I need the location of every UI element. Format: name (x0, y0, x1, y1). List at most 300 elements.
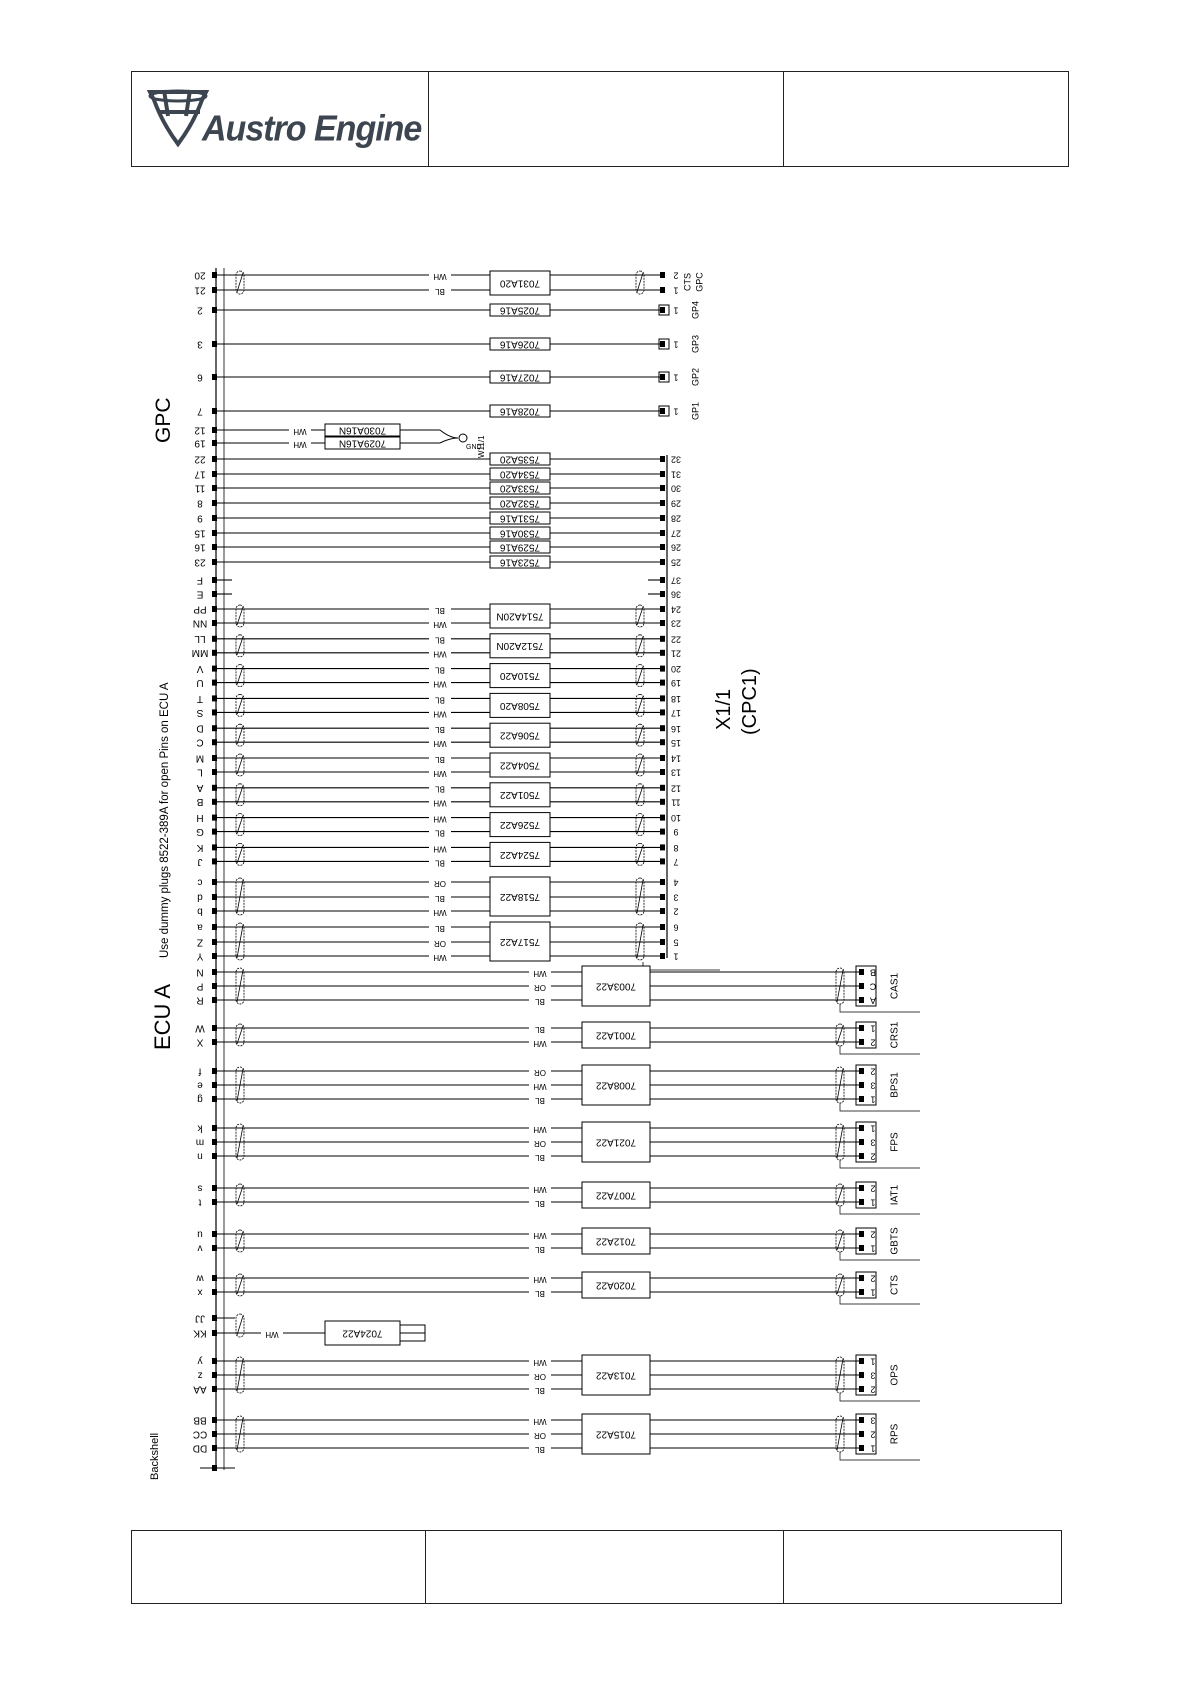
sensor-pin-label: 2 (870, 1066, 876, 1077)
gpc-cable-label: 7031A20 (499, 277, 541, 289)
ecu-pin-label: CC (192, 1428, 208, 1440)
connector-pin-marker (660, 500, 665, 506)
wire-color-label: WH (533, 1230, 547, 1240)
twist-icon (637, 756, 643, 774)
sensor-pin-label: A (869, 995, 877, 1006)
wire-color-label: WH (433, 798, 447, 808)
triple-cable-label: 7517A22 (499, 935, 541, 947)
wire-color-label: BL (435, 754, 445, 764)
gp-cable-label: 7025A16 (499, 304, 541, 316)
ecu-pin-label: 23 (194, 556, 206, 568)
sensor-pin-label: B (869, 967, 877, 978)
connector-pin-label: 1 (673, 339, 679, 350)
wire-color-label: BL (435, 635, 445, 645)
ecu-pin-label: M (195, 752, 205, 764)
twist-icon (237, 637, 243, 655)
connector-pin-marker (660, 666, 665, 672)
wire-color-label: BL (435, 784, 445, 794)
ecu-pin-label: X (196, 1036, 204, 1048)
connector-pin-label: 28 (670, 513, 682, 524)
connector-pin-label: 25 (670, 557, 682, 568)
wire-color-label: BL (435, 286, 445, 296)
sensor-pin-label: 1 (870, 1243, 876, 1254)
ecu-pin-label: 15 (194, 527, 206, 539)
ecu-pin-label: g (197, 1093, 203, 1105)
sensor-name-label: BPS1 (889, 1072, 901, 1098)
wire-color-label: BL (435, 605, 445, 615)
connector-pin-marker (660, 471, 665, 477)
connector-pin-marker (660, 939, 665, 945)
plain-cable-label: 7530A16 (499, 527, 541, 539)
connector-pin-label: 11 (671, 797, 681, 808)
ecu-pin-label: v (197, 1242, 203, 1254)
pair-cable-label: 7524A22 (499, 848, 541, 860)
connector-pin-label: 30 (670, 483, 682, 494)
sensor-pin-marker (859, 1231, 864, 1237)
ecu-label: ECU A (150, 983, 175, 1050)
connector-pin-marker (660, 544, 665, 550)
twist-icon (237, 607, 243, 625)
x11-connector-label: X1/1 (713, 688, 735, 730)
connector-pin-label: 20 (670, 664, 682, 675)
sensor-pin-marker (859, 1445, 864, 1451)
ecu-pin-label: G (196, 825, 204, 837)
sensor-pin-label: 2 (870, 1429, 876, 1440)
twist-icon (837, 1232, 843, 1250)
sensor-pin-label: 1 (870, 1443, 876, 1454)
sensor-cable-label: 7013A22 (595, 1369, 637, 1381)
pair-cable-label: 7512A20N (496, 640, 544, 652)
wire-color-label: OR (434, 878, 446, 888)
connector-pin-label: 14 (670, 753, 682, 764)
twist-icon (237, 273, 243, 292)
ecu-pin-label: e (197, 1079, 203, 1091)
connector-pin-label: 13 (670, 767, 682, 778)
connector-pin-label: 21 (670, 648, 682, 659)
ecu-pin-label: C (196, 736, 204, 748)
connector-pin-label: 1 (673, 951, 679, 962)
sensor-pin-marker (859, 1289, 864, 1295)
connector-pin-label: 32 (670, 454, 682, 465)
connector-pin-label: 16 (670, 723, 682, 734)
connector-pin-marker (660, 620, 665, 626)
twist-icon (637, 273, 643, 292)
ecu-pin-label: F (196, 574, 204, 586)
ecu-pin-label: z (197, 1369, 203, 1381)
connector-pin-label: 29 (670, 498, 682, 509)
ecu-pin-label: 8 (197, 497, 203, 509)
ecu-pin-label: u (197, 1228, 203, 1240)
connector-pin-label: 24 (670, 604, 682, 615)
wire-color-label: OR (434, 938, 446, 948)
sensor-name-label: OPS (889, 1364, 901, 1386)
wire-color-label: WH (433, 844, 447, 854)
connector-pin-label: 10 (670, 813, 682, 824)
connector-pin-marker (660, 785, 665, 791)
wire-color-label: BL (435, 828, 445, 838)
sensor-name-label: CTS (889, 1275, 901, 1295)
sensor-name-label: CRS1 (889, 1021, 901, 1049)
wire-color-label: BL (535, 1444, 545, 1454)
sensor-pin-marker (859, 1153, 864, 1159)
sensor-pin-label: 1 (870, 1094, 876, 1105)
ecu-pin-label: PP (193, 603, 207, 615)
wire-color-label: WH (433, 619, 447, 629)
connector-pin-label: 1 (673, 372, 679, 383)
ecu-pin-label: B (196, 796, 204, 808)
ecu-pin-label: H (196, 811, 204, 823)
twist-icon (237, 1186, 243, 1204)
wire-color-label: WH (433, 739, 447, 749)
ecu-pin-label: N (196, 966, 204, 978)
sensor-drain-wire (840, 1296, 920, 1304)
wire-color-label: WH (433, 709, 447, 719)
connector-pin-label: 1 (673, 305, 679, 316)
ecu-pin-label: V (196, 662, 204, 674)
sensor-drain-wire (840, 1046, 920, 1054)
pair-cable-label: 7508A20 (499, 699, 541, 711)
gnd-cable-label: 7030A16N (338, 424, 387, 436)
sensor-name-label: RPS (889, 1423, 901, 1445)
sensor-pin-label: 3 (870, 1137, 876, 1148)
wire-color-label: WH (433, 649, 447, 659)
sensor-drain-wire (840, 1160, 920, 1168)
sensor-pin-label: 2 (870, 1273, 876, 1284)
ecu-pin-label: K (196, 841, 204, 853)
ecu-pin-label: W (195, 1022, 205, 1034)
sensor-cable-label: 7020A22 (595, 1279, 637, 1291)
connector-pin-label: 7 (673, 857, 679, 868)
connector-pin-marker (660, 858, 665, 864)
sensor-pin-marker (859, 1275, 864, 1281)
wire-color-label: WH (533, 968, 547, 978)
connector-pin-marker (660, 485, 665, 491)
ecu-pin-label: E (196, 588, 204, 600)
twist-icon (237, 1232, 243, 1250)
ecu-pin-label: Y (196, 950, 204, 962)
wire-color-label: WH (433, 768, 447, 778)
twist-icon (237, 696, 243, 714)
wire-color-label: WH (433, 271, 447, 281)
twist-icon (637, 637, 643, 655)
gpc-label: GPC (152, 397, 175, 443)
connector-pin-marker (660, 408, 665, 414)
twist-icon (637, 816, 643, 834)
twist-icon (837, 1186, 843, 1204)
connector-pin-marker (660, 374, 665, 380)
sensor-pin-label: 2 (870, 1229, 876, 1240)
connector-pin-label: 31 (670, 469, 682, 480)
connector-pin-label: 2 (673, 906, 679, 917)
ecu-pin-label: 17 (194, 468, 206, 480)
connector-pin-label: 8 (673, 843, 679, 854)
sensor-pin-marker (859, 1025, 864, 1031)
ecu-pin-label: JJ (195, 1312, 205, 1324)
wire-color-label: WH (533, 1081, 547, 1091)
connector-pin-label: 15 (670, 737, 682, 748)
ground-ring-icon (459, 434, 467, 442)
sensor-name-label: FPS (889, 1132, 901, 1152)
ecu-pin-label: 21 (194, 284, 206, 296)
connector-pin-label: 22 (670, 634, 682, 645)
wire-color-label: WH (293, 439, 307, 449)
wire-color-label: WH (433, 952, 447, 962)
wire-color-label: BL (535, 1095, 545, 1105)
plain-cable-label: 7532A20 (499, 497, 541, 509)
connector-pin-marker (660, 636, 665, 642)
wire-color-label: BL (435, 665, 445, 675)
connector-pin-label: 9 (673, 827, 679, 838)
wire-color-label: WH (533, 1274, 547, 1284)
ecu-pin-label: 3 (197, 338, 203, 350)
pair-cable-label: 7506A22 (499, 729, 541, 741)
connector-pin-marker (660, 515, 665, 521)
ecu-pin-label: R (196, 994, 204, 1006)
ecu-pin-label: J (197, 855, 203, 867)
connector-pin-marker (660, 908, 665, 914)
sensor-pin-marker (859, 1039, 864, 1045)
connector-pin-marker (660, 577, 665, 583)
gp-label: GP3 (690, 334, 701, 354)
pair-cable-label: 7501A22 (499, 789, 541, 801)
wire-color-label: WH (433, 814, 447, 824)
gp-cable-label: 7026A16 (499, 338, 541, 350)
ecu-pin-label: 7 (197, 405, 203, 417)
wire-color-label: OR (534, 1067, 546, 1077)
wire-color-label: BL (435, 695, 445, 705)
connector-pin-marker (660, 606, 665, 612)
ecu-pin-label: Z (196, 936, 204, 948)
connector-pin-marker (660, 844, 665, 850)
triple-cable-label: 7518A22 (499, 890, 541, 902)
connector-pin-label: 19 (670, 678, 682, 689)
connector-pin-marker (660, 725, 665, 731)
connector-pin-label: 27 (670, 528, 682, 539)
ecu-pin-label: m (195, 1136, 205, 1148)
twist-icon (837, 1276, 843, 1294)
sensor-cable-label: 7003A22 (595, 980, 637, 992)
sensor-drain-wire (840, 1452, 920, 1460)
dummy-plug-note: Use dummy plugs 8522-389A for open Pins on ECU A (159, 682, 171, 958)
sensor-pin-label: 1 (870, 1356, 876, 1367)
connector-pin-marker (660, 559, 665, 565)
gp-cable-label: 7028A16 (499, 405, 541, 417)
connector-pin-marker (660, 739, 665, 745)
sensor-pin-label: 2 (870, 1151, 876, 1162)
connector-pin-marker (660, 769, 665, 775)
sensor-name-label: CAS1 (889, 972, 901, 1000)
cts-gpc-label: GPC (694, 272, 705, 292)
ecu-pin-label: D (196, 722, 204, 734)
twist-icon (237, 726, 243, 744)
wire-color-label: BL (535, 1385, 545, 1395)
ecu-pin-label: MM (191, 647, 209, 659)
twist-icon (237, 786, 243, 804)
twist-icon (837, 1026, 843, 1044)
connector-pin-marker (660, 709, 665, 715)
gp-cable-label: 7027A16 (499, 371, 541, 383)
sensor-pin-marker (859, 1417, 864, 1423)
ecu-pin-label: f (198, 1065, 202, 1077)
connector-pin-label: 5 (673, 937, 679, 948)
twist-icon (637, 667, 643, 685)
wire-color-label: OR (534, 1371, 546, 1381)
backshell-label: Backshell (149, 1432, 161, 1480)
connector-pin-label: 1 (673, 406, 679, 417)
twist-icon (237, 845, 243, 863)
sensor-pin-label: 1 (870, 1287, 876, 1298)
cts-gpc-label: CTS (682, 273, 693, 291)
connector-pin-label: 12 (670, 783, 682, 794)
ecu-pin-label: 6 (197, 371, 203, 383)
wire-color-label: WH (433, 679, 447, 689)
sensor-drain-wire (840, 1004, 920, 1012)
connector-pin-label: 18 (670, 694, 682, 705)
ecu-pin-label: n (197, 1150, 203, 1162)
twist-icon (237, 1316, 243, 1335)
twist-icon (637, 786, 643, 804)
sensor-pin-marker (859, 1199, 864, 1205)
sensor-pin-marker (859, 1082, 864, 1088)
wire-color-label: WH (533, 1357, 547, 1367)
ecu-pin-label: A (196, 782, 204, 794)
ecu-pin-label: 12 (194, 424, 206, 436)
wire-color-label: BL (535, 1198, 545, 1208)
connector-pin-marker (660, 287, 665, 293)
wire-color-label: BL (535, 996, 545, 1006)
ecu-pin-label: U (196, 676, 204, 688)
ecu-pin-label: BB (193, 1414, 207, 1426)
sensor-cable-label: 7021A22 (595, 1136, 637, 1148)
sensor-pin-marker (859, 1372, 864, 1378)
wire-color-label: WH (293, 426, 307, 436)
wire-color-label: WH (265, 1329, 279, 1339)
plain-cable-label: 7523A16 (499, 556, 541, 568)
sensor-drain-wire (840, 1206, 920, 1214)
x11-drain-wire (643, 962, 720, 970)
connector-pin-marker (660, 650, 665, 656)
ecu-pin-label: b (197, 905, 203, 917)
wire-color-label: BL (435, 858, 445, 868)
ecu-pin-label: KK (193, 1327, 207, 1339)
connector-pin-marker (660, 755, 665, 761)
wire-color-label: WH (533, 1124, 547, 1134)
connector-pin-label: 4 (673, 877, 679, 888)
sensor-drain-wire (840, 1393, 920, 1401)
twist-icon (237, 1026, 243, 1044)
wire-color-label: WH (533, 1038, 547, 1048)
sensor-name-label: IAT1 (889, 1184, 901, 1206)
wire-color-label: WH (533, 1416, 547, 1426)
ecu-pin-label: t (198, 1196, 202, 1208)
twist-icon (637, 696, 643, 714)
twist-icon (637, 607, 643, 625)
pair-cable-label: 7504A22 (499, 759, 541, 771)
connector-pin-marker (660, 456, 665, 462)
connector-pin-marker (660, 894, 665, 900)
wire-color-label: OR (534, 982, 546, 992)
sensor-cable-label: 7015A22 (595, 1428, 637, 1440)
sensor-pin-marker (859, 983, 864, 989)
plain-cable-label: 7533A20 (499, 482, 541, 494)
ecu-pin-label: x (197, 1286, 203, 1298)
ecu-pin-label: w (196, 1272, 204, 1284)
connector-pin-label: 37 (670, 575, 682, 586)
connector-pin-label: 3 (673, 892, 679, 903)
sensor-pin-marker (859, 1139, 864, 1145)
wire-color-label: BL (535, 1244, 545, 1254)
wire-color-label: WH (433, 907, 447, 917)
sensor-name-label: GBTS (889, 1227, 901, 1255)
connector-pin-label: 17 (670, 708, 682, 719)
sensor-cable-label: 7012A22 (595, 1235, 637, 1247)
sensor-pin-marker (859, 1185, 864, 1191)
ecu-pin-label: 9 (197, 512, 203, 524)
plain-cable-label: 7535A20 (499, 453, 541, 465)
ecu-pin-label: P (196, 980, 204, 992)
twist-icon (237, 756, 243, 774)
ecu-pin-label: s (197, 1182, 203, 1194)
wire-color-label: BL (435, 923, 445, 933)
connector-pin-marker (660, 815, 665, 821)
connector-pin-label: 23 (670, 618, 682, 629)
w11-label: W11/1 (477, 435, 486, 458)
plain-cable-label: 7534A20 (499, 468, 541, 480)
connector-pin-marker (660, 591, 665, 597)
ecu-pin-label: d (197, 891, 203, 903)
connector-pin-marker (660, 680, 665, 686)
ecu-pin-label: T (196, 692, 204, 704)
connector-pin-marker (660, 829, 665, 835)
sensor-cable-label: 7008A22 (595, 1079, 637, 1091)
wire-color-label: OR (534, 1138, 546, 1148)
sensor-pin-marker (859, 1125, 864, 1131)
sensor-pin-label: 3 (870, 1370, 876, 1381)
open-cable-label: 7024A22 (342, 1327, 383, 1339)
wire-color-label: WH (533, 1184, 547, 1194)
gp-label: GP4 (690, 300, 701, 320)
plain-cable-label: 7531A16 (499, 512, 541, 524)
sensor-pin-label: 1 (870, 1123, 876, 1134)
sensor-pin-label: 2 (870, 1183, 876, 1194)
sensor-cable-label: 7001A22 (595, 1029, 637, 1041)
ecu-pin-label: 20 (194, 269, 206, 281)
ecu-pin-label: 11 (194, 482, 206, 494)
ecu-pin-label: c (197, 876, 203, 888)
sensor-cable-label: 7007A22 (595, 1189, 637, 1201)
sensor-pin-marker (859, 969, 864, 975)
connector-pin-label: 2 (673, 270, 679, 281)
sensor-pin-marker (859, 997, 864, 1003)
wire-color-label: BL (535, 1024, 545, 1034)
pair-cable-label: 7526A22 (499, 818, 541, 830)
pair-cable-label: 7514A20N (496, 610, 544, 622)
sensor-pin-marker (859, 1386, 864, 1392)
connector-pin-marker (660, 924, 665, 930)
wire-color-label: BL (535, 1288, 545, 1298)
wire-color-label: BL (435, 893, 445, 903)
connector-pin-label: 1 (673, 285, 679, 296)
connector-pin-marker (660, 953, 665, 959)
sensor-pin-marker (859, 1096, 864, 1102)
connector-pin-label: 36 (670, 589, 682, 600)
sensor-pin-label: 1 (870, 1197, 876, 1208)
ecu-pin-label: DD (192, 1442, 208, 1454)
plain-cable-label: 7529A16 (499, 541, 541, 553)
ecu-pin-label: AA (193, 1383, 207, 1395)
connector-pin-marker (660, 879, 665, 885)
ecu-pin-label: 16 (194, 541, 206, 553)
